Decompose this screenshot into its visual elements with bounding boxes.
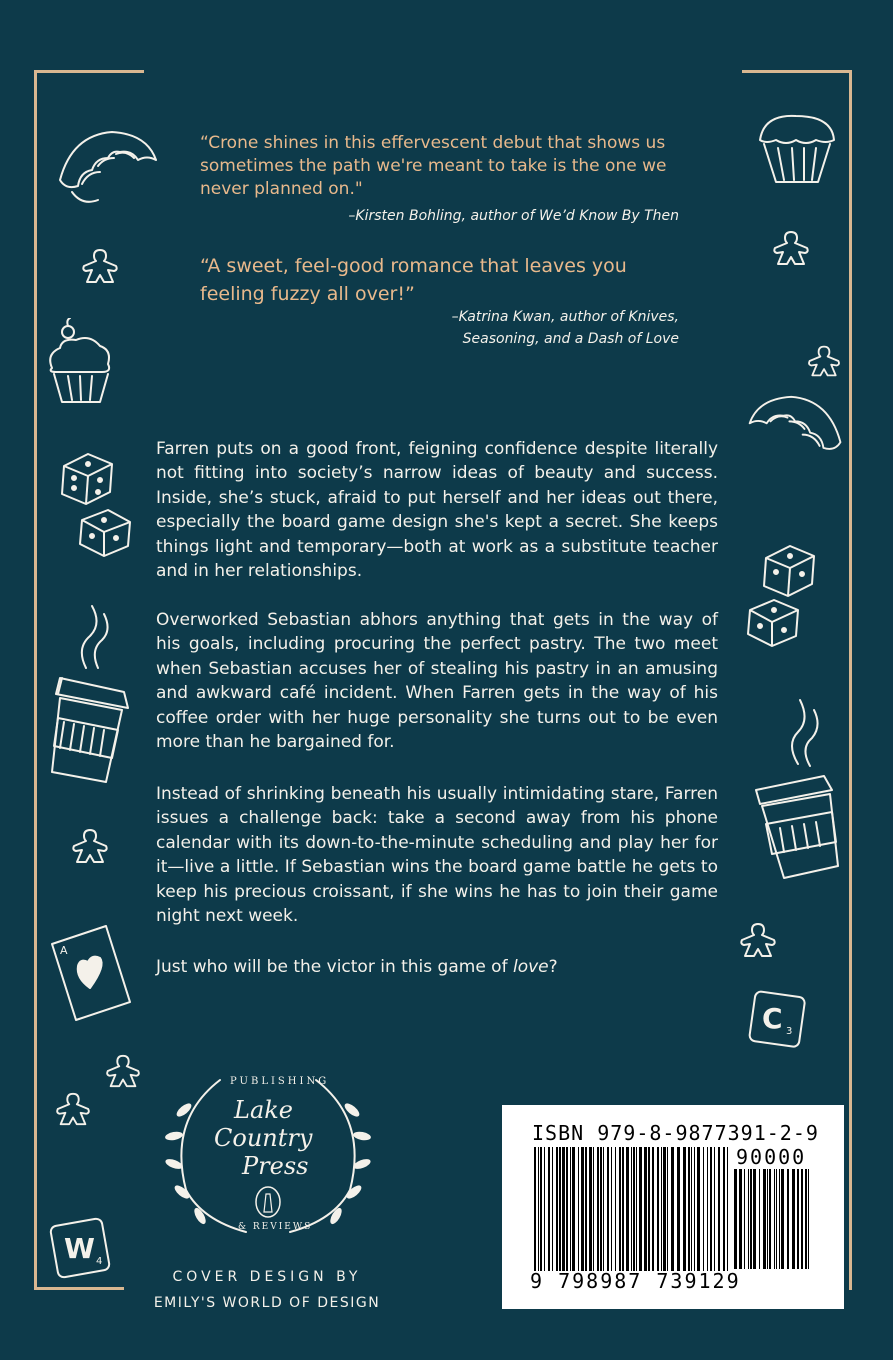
barcode-bar (703, 1147, 704, 1271)
barcode-bar (787, 1169, 789, 1269)
addon-bars (734, 1169, 814, 1269)
barcode-bar (556, 1147, 558, 1271)
publisher-line3: Press (242, 1152, 309, 1180)
barcode-bar (739, 1169, 742, 1269)
meeple-icon (54, 1090, 92, 1128)
barcode-addon-number: 90000 (736, 1145, 807, 1169)
barcode-bar (540, 1147, 542, 1271)
tile-c-letter: C (762, 1002, 783, 1035)
barcode-bar (607, 1147, 609, 1271)
barcode-bar (615, 1147, 616, 1271)
attribution-1-prefix: –Kirsten Bohling, author of (348, 208, 539, 224)
barcode-bar (707, 1147, 708, 1271)
cupcake-icon (46, 318, 116, 408)
barcode-bar (578, 1147, 579, 1271)
dice-icon (58, 448, 138, 558)
barcode-bar (603, 1147, 604, 1271)
barcode-bar (661, 1147, 662, 1271)
barcode-bar (767, 1169, 768, 1269)
barcode-bar (611, 1147, 612, 1271)
publisher-logo (150, 1070, 386, 1240)
closing-line-emphasis: love (512, 957, 549, 977)
tile-w-score: 4 (96, 1256, 103, 1267)
barcode-bar (769, 1169, 771, 1269)
frame-top-right (742, 70, 852, 73)
barcode-bar (727, 1147, 728, 1271)
frame-top-left (34, 70, 144, 73)
barcode-bar (792, 1169, 795, 1269)
barcode-bar (776, 1169, 777, 1269)
letter-tile-c-icon (744, 988, 808, 1052)
barcode-bar (688, 1147, 690, 1271)
barcode-bar (714, 1147, 715, 1271)
barcode-bar (593, 1147, 594, 1271)
blurb-paragraph-2: Overworked Sebastian abhors anything that gets in the way of his goals, including procuring the perfect pastry. The two meet when Sebastian accuses her of stealing his pastry in an amusing and awkward café incident. When Farren gets in the way of his coffee order with her huge personality she turns out to be even more than he bargained for. (156, 610, 718, 753)
closing-line-prefix: Just who will be the victor in this game of (156, 957, 513, 977)
barcode-bar (750, 1169, 752, 1269)
quote-1: “Crone shines in this effervescent debut that shows us sometimes the path we're meant to take is the one we never planned on." (200, 133, 667, 199)
publisher-line1: Lake (234, 1096, 293, 1124)
barcode-bar (797, 1169, 799, 1269)
barcode-bar (548, 1147, 550, 1271)
attribution-2-line1: –Katrina Kwan, author of Knives, (451, 309, 679, 325)
barcode-bar (753, 1169, 756, 1269)
barcode-bar (671, 1147, 674, 1271)
barcode-bar (774, 1169, 775, 1269)
barcode-bar (639, 1147, 642, 1271)
barcode-bar (677, 1147, 680, 1271)
barcode-bar (589, 1147, 592, 1271)
tile-c-score: 3 (786, 1026, 793, 1037)
meeple-icon (806, 343, 842, 379)
ean-bars (534, 1147, 730, 1271)
barcode-bar (644, 1147, 647, 1271)
tile-w-letter: W (64, 1232, 95, 1265)
barcode-bar (652, 1147, 654, 1271)
frame-left (34, 70, 37, 1290)
barcode-bar (683, 1147, 686, 1271)
barcode-bar (667, 1147, 668, 1271)
barcode-bar (636, 1147, 637, 1271)
barcode-bar (808, 1169, 809, 1269)
barcode-bar (734, 1169, 737, 1269)
svg-text:A: A (60, 944, 68, 957)
barcode-bar (781, 1169, 784, 1269)
cover-credit-line2: EMILY'S WORLD OF DESIGN (153, 1295, 381, 1311)
barcode-bar (801, 1169, 803, 1269)
barcode-bar (657, 1147, 659, 1271)
barcode-bar (626, 1147, 629, 1271)
barcode-bar (633, 1147, 635, 1271)
barcode-bar (572, 1147, 575, 1271)
barcode-bar (534, 1147, 536, 1271)
barcode-bar (744, 1169, 745, 1269)
barcode-bar (581, 1147, 584, 1271)
barcode-bar (763, 1169, 766, 1269)
barcode-bar (718, 1147, 720, 1271)
isbn-barcode (502, 1105, 844, 1309)
meeple-icon (738, 920, 778, 960)
barcode-bar (585, 1147, 587, 1271)
barcode-bar (566, 1147, 568, 1271)
barcode-bar (544, 1147, 545, 1271)
meeple-icon (770, 228, 812, 268)
barcode-bar (631, 1147, 632, 1271)
coffee-cup-icon (752, 694, 844, 882)
meeple-icon (80, 246, 120, 286)
publisher-top: PUBLISHING (230, 1076, 330, 1087)
barcode-bar (559, 1147, 561, 1271)
quote-1-attribution (348, 205, 679, 227)
barcode-bar (562, 1147, 565, 1271)
barcode-bar (805, 1169, 807, 1269)
barcode-bar (723, 1147, 725, 1271)
barcode-bar (552, 1147, 553, 1271)
publisher-line2: Country (214, 1124, 313, 1152)
quote-2-attribution (452, 306, 679, 350)
dice-icon (746, 540, 826, 650)
quote-2: “A sweet, feel-good romance that leaves you feeling fuzzy all over!” (200, 255, 627, 305)
frame-bottom-left (34, 1287, 124, 1290)
muffin-icon (754, 110, 840, 190)
barcode-bar (538, 1147, 539, 1271)
closing-line-suffix: ? (548, 957, 558, 977)
meeple-icon (70, 826, 110, 866)
barcode-bar (779, 1169, 780, 1269)
croissant-icon (52, 120, 162, 210)
coffee-cup-icon (46, 598, 138, 786)
barcode-bar (600, 1147, 602, 1271)
barcode-bar (694, 1147, 695, 1271)
croissant-icon (744, 380, 848, 476)
barcode-bar (759, 1169, 760, 1269)
publisher-bottom: & REVIEWS (238, 1222, 313, 1232)
barcode-bar (691, 1147, 692, 1271)
barcode-bar (710, 1147, 712, 1271)
closing-line (156, 955, 718, 979)
barcode-bar (648, 1147, 650, 1271)
isbn-text: ISBN 979-8-9877391-2-9 (532, 1121, 819, 1145)
barcode-bar (570, 1147, 571, 1271)
letter-tile-w-icon (44, 1212, 116, 1284)
playing-card-icon (46, 922, 136, 1026)
meeple-icon (104, 1052, 142, 1090)
blurb-paragraph-3: Instead of shrinking beneath his usually intimidating stare, Farren issues a challenge back: take a second away from his phone calendar with its down-to-the-minute scheduling and play her for it—live a little. If Sebastian wins the board game battle he gets to keep his precious croissant, if she wins he has to join their game night next week. (156, 784, 718, 927)
barcode-bar (663, 1147, 666, 1271)
attribution-1-title: We’d Know By Then (538, 208, 679, 224)
blurb-paragraph-1: Farren puts on a good front, feigning confidence despite literally not fitting into society’s narrow ideas of beauty and success. Inside, she’s stuck, afraid to put herself and her ideas out there, especially the board game design she's kept a secret. She keeps things light and temporary—both at work as a substitute teacher and in her relationships. (156, 439, 718, 582)
cover-credit-line1: COVER DESIGN BY (172, 1269, 362, 1285)
barcode-bar (597, 1147, 599, 1271)
ean-number: 9 798987 739129 (530, 1269, 741, 1293)
barcode-bar (748, 1169, 749, 1269)
frame-right (849, 70, 852, 1290)
barcode-bar (622, 1147, 624, 1271)
barcode-bar (619, 1147, 621, 1271)
attribution-2-line2: Seasoning, and a Dash of Love (462, 331, 679, 347)
barcode-bar (697, 1147, 700, 1271)
